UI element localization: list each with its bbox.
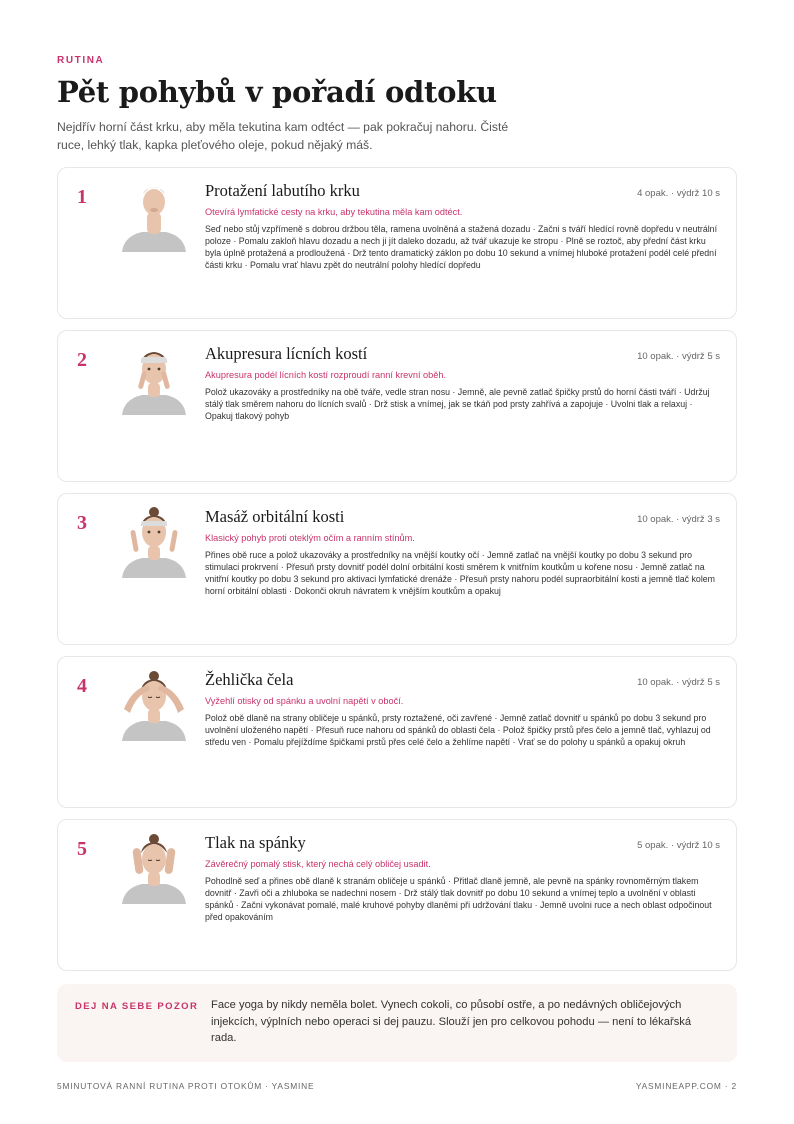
step-body — [205, 181, 720, 271]
step-number: 4 — [77, 675, 87, 697]
orbital-massage-illustration — [118, 506, 190, 578]
neck-stretch-illustration — [118, 180, 190, 252]
step-description: Polož obě dlaně na strany obličeje u spánků, prsty roztažené, oči zavřené · Jemně zatlač dovnitř u spánků po dobu 3 sekund pro uvolnění uloženého napětí · Přesuň ruce nahoru od spánků do oblasti čela · Polož špičky prstů přes čelo a jemně tlač, vyhlazuj od středu ven · Pomalu přejíždíme špičkami prstů přes celé čelo a žehlíme napětí · Vrať se do polohy u spánků a opakuj okruh — [205, 713, 711, 747]
step-header — [205, 833, 720, 853]
step-meta: 10 opak. · výdrž 5 s — [637, 677, 720, 688]
steps-list — [57, 167, 737, 982]
step-subtitle: Otevírá lymfatické cesty na krku, aby tekutina měla kam odtéct. — [205, 207, 463, 217]
intro-text: Nejdřív horní část krku, aby měla tekutina kam odtéct — pak pokračuj nahoru. Čisté ruce, lehký tlak, kapka pleťového oleje, pokud nějaký máš. — [57, 120, 509, 152]
step-description: Seď nebo stůj vzpřímeně s dobrou držbou těla, ramena uvolněná a stažená dozadu · Začni s tváří hledící rovně dopředu v neutrální poloze · Pomalu zakloň hlavu dozadu a nech ji jít daleko dozadu, až tvář ukazuje ke stropu · Plně se roztoč, aby přední část krku byla úplně protažená a prodloužená · Drž tento dramatický záklon po dobu 10 sekund a vnímej hluboké protažení podél celé přední části krku · Pomalu vrať hlavu zpět do neutrální polohy hledící dopředu — [205, 224, 718, 270]
step-title: Žehlička čela — [205, 670, 294, 689]
step-header — [205, 344, 720, 364]
step-header — [205, 507, 720, 527]
step-meta: 4 opak. · výdrž 10 s — [637, 188, 720, 199]
step-card-4 — [57, 656, 737, 808]
step-title: Protažení labutího krku — [205, 181, 360, 200]
step-number: 2 — [77, 349, 87, 371]
step-title: Tlak na spánky — [205, 833, 306, 852]
step-title: Masáž orbitální kosti — [205, 507, 345, 526]
step-meta: 5 opak. · výdrž 10 s — [637, 840, 720, 851]
step-description: Přines obě ruce a polož ukazováky a prostředníky na vnější koutky očí · Jemně zatlač na vnější koutky po dobu 3 sekund pro stimulaci prokrvení · Přesuň prsty dovnitř podél dolní orbitální kosti směrem k vnitřním koutkům u kořene nosu · Jemně zatlač na vnitřní koutky po dobu 3 sekund pro aktivaci lymfatické drenáže · Přesuň prsty nahoru podél supraorbitální kosti a jemně tlač kolem horní orbitální oblasti · Dokonči okruh návratem k vnějším koutkům a opakuj — [205, 550, 715, 596]
step-subtitle: Vyžehlí otisky od spánku a uvolní napětí v obočí. — [205, 696, 404, 706]
step-meta: 10 opak. · výdrž 3 s — [637, 514, 720, 525]
caution-text: Face yoga by nikdy neměla bolet. Vynech cokoli, co působí ostře, a po nedávných obličejových injekcích, výplních nebo operaci si dej pauzu. Slouží jen pro celkovou pohodu — není to lékařská rada. — [211, 999, 692, 1044]
step-card-2 — [57, 330, 737, 482]
step-subtitle: Závěrečný pomalý stisk, který nechá celý obličej usadit. — [205, 859, 431, 869]
footer-page: YASMINEAPP.COM · 2 — [635, 1081, 737, 1091]
step-body — [205, 833, 720, 923]
step-body — [205, 344, 720, 422]
footer-title: 5MINUTOVÁ RANNÍ RUTINA PROTI OTOKŮM · YASMINE — [57, 1081, 315, 1091]
step-meta: 10 opak. · výdrž 5 s — [637, 351, 720, 362]
step-number: 5 — [77, 838, 87, 860]
step-header — [205, 181, 720, 201]
step-body — [205, 670, 720, 748]
step-header — [205, 670, 720, 690]
caution-note — [57, 984, 737, 1062]
step-card-1 — [57, 167, 737, 319]
step-description: Polož ukazováky a prostředníky na obě tváře, vedle stran nosu · Jemně, ale pevně zatlač špičky prstů do horní části tváří · Udržuj stálý tlak směrem nahoru do lícních svalů · Drž stisk a vnímej, jak se tkáň pod prsty zahřívá a zapojuje · Uvolni tlak a relaxuj · Opakuj tlakový pohyb — [205, 387, 710, 421]
step-card-3 — [57, 493, 737, 645]
step-body — [205, 507, 720, 597]
caution-label: DEJ NA SEBE POZOR — [75, 1001, 199, 1012]
temple-press-illustration — [118, 832, 190, 904]
step-number: 1 — [77, 186, 87, 208]
page-title: Pět pohybů v pořadí odtoku — [57, 75, 497, 109]
step-card-5 — [57, 819, 737, 971]
step-subtitle: Klasický pohyb proti oteklým očím a ranním stínům. — [205, 533, 415, 543]
step-title: Akupresura lícních kostí — [205, 344, 368, 363]
cheekbone-acupressure-illustration — [118, 343, 190, 415]
step-description: Pohodlně seď a přines obě dlaně k stranám obličeje u spánků · Přitlač dlaně jemně, ale pevně na spánky rovnoměrným tlakem dovnitř · Zavři oči a zhluboka se nadechni nosem · Drž stálý tlak dovnitř po dobu 10 sekund a vnímej teplo a uvolnění v oblasti spánků · Začni vykonávat pomalé, malé kruhové pohyby dlaněmi při udržování tlaku · Jemně uvolni ruce a nech oblast odpočinout před opakováním — [205, 876, 712, 922]
forehead-iron-illustration — [118, 669, 190, 741]
step-subtitle: Akupresura podél lícních kostí rozproudí ranní krevní oběh. — [205, 370, 447, 380]
step-number: 3 — [77, 512, 87, 534]
section-kicker: RUTINA — [57, 55, 105, 66]
